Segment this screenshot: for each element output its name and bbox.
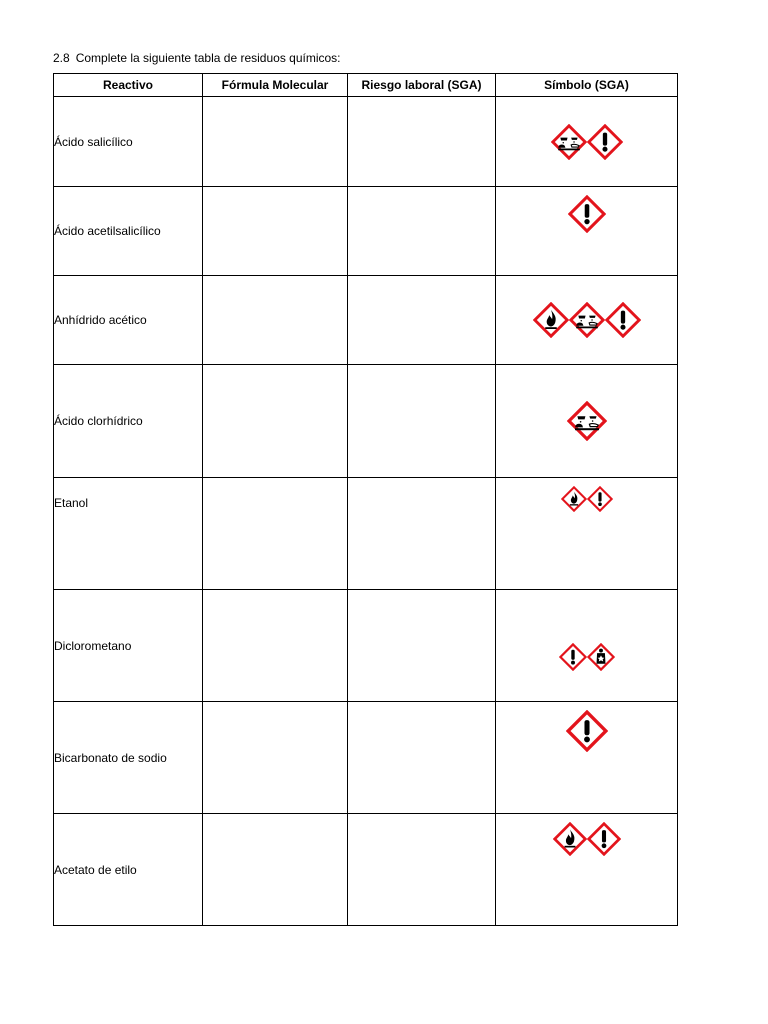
reactivo-cell: Anhídrido acético <box>54 276 203 365</box>
table-row <box>54 97 678 187</box>
question-prompt: Complete la siguiente tabla de residuos químicos: <box>75 51 341 65</box>
formula-cell[interactable] <box>203 702 348 814</box>
table-row <box>54 276 678 365</box>
formula-cell[interactable] <box>203 814 348 926</box>
exclamation-icon <box>587 486 613 512</box>
table-row <box>54 702 678 814</box>
flame-icon <box>553 822 587 856</box>
riesgo-cell[interactable] <box>348 365 496 478</box>
question-number: 2.8 <box>53 51 70 65</box>
reactivo-cell: Bicarbonato de sodio <box>54 702 203 814</box>
question-text <box>53 51 341 65</box>
symbol-cell <box>496 187 678 276</box>
reactivo-cell: Etanol <box>54 478 203 590</box>
flame-icon <box>533 302 569 338</box>
table-row <box>54 365 678 478</box>
symbol-cell <box>496 97 678 187</box>
reactivo-cell: Ácido salicílico <box>54 97 203 187</box>
corrosion-icon <box>551 124 587 160</box>
corrosion-icon <box>567 401 607 441</box>
formula-cell[interactable] <box>203 97 348 187</box>
header-simbolo: Símbolo (SGA) <box>496 74 678 97</box>
header-row <box>54 74 678 97</box>
table-row <box>54 590 678 702</box>
symbol-cell <box>496 276 678 365</box>
header-formula: Fórmula Molecular <box>203 74 348 97</box>
symbol-cell <box>496 478 678 590</box>
exclamation-icon <box>568 195 606 233</box>
riesgo-cell[interactable] <box>348 702 496 814</box>
header-riesgo: Riesgo laboral (SGA) <box>348 74 496 97</box>
symbol-cell <box>496 814 678 926</box>
formula-cell[interactable] <box>203 187 348 276</box>
header-reactivo: Reactivo <box>54 74 203 97</box>
exclamation-icon <box>559 643 587 671</box>
riesgo-cell[interactable] <box>348 814 496 926</box>
formula-cell[interactable] <box>203 276 348 365</box>
exclamation-icon <box>587 822 621 856</box>
table-row <box>54 478 678 590</box>
riesgo-cell[interactable] <box>348 590 496 702</box>
symbol-cell <box>496 702 678 814</box>
exclamation-icon <box>566 710 608 752</box>
reactivo-cell: Diclorometano <box>54 590 203 702</box>
formula-cell[interactable] <box>203 365 348 478</box>
riesgo-cell[interactable] <box>348 187 496 276</box>
health-hazard-icon <box>587 643 615 671</box>
corrosion-icon <box>569 302 605 338</box>
riesgo-cell[interactable] <box>348 97 496 187</box>
formula-cell[interactable] <box>203 478 348 590</box>
riesgo-cell[interactable] <box>348 478 496 590</box>
reactivo-cell: Ácido clorhídrico <box>54 365 203 478</box>
formula-cell[interactable] <box>203 590 348 702</box>
reactivo-cell: Ácido acetilsalicílico <box>54 187 203 276</box>
chemical-waste-table <box>53 73 678 926</box>
exclamation-icon <box>605 302 641 338</box>
symbol-cell <box>496 590 678 702</box>
symbol-cell <box>496 365 678 478</box>
riesgo-cell[interactable] <box>348 276 496 365</box>
table-row <box>54 814 678 926</box>
flame-icon <box>561 486 587 512</box>
table-row <box>54 187 678 276</box>
exclamation-icon <box>587 124 623 160</box>
reactivo-cell: Acetato de etilo <box>54 814 203 926</box>
